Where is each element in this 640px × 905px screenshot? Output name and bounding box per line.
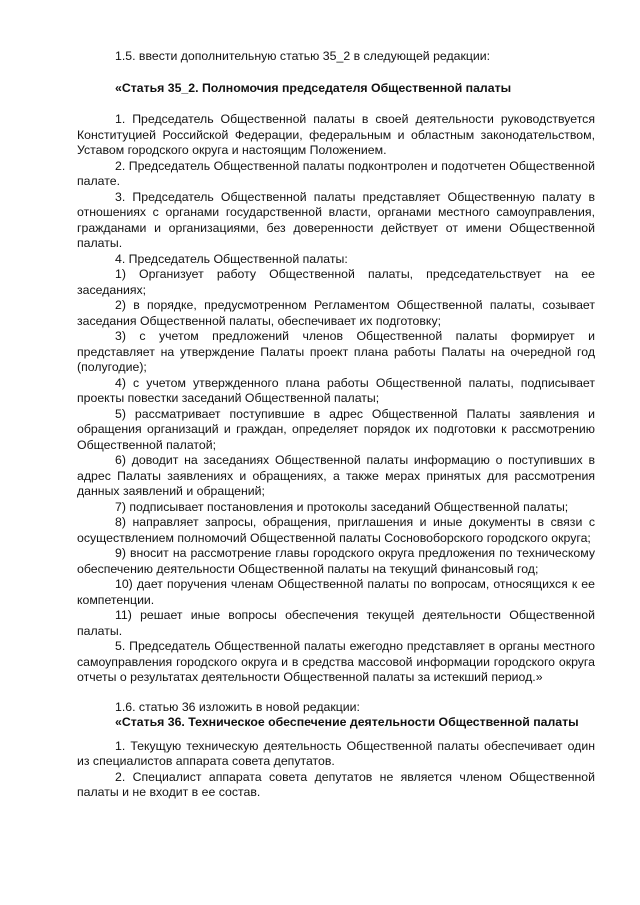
list-item: 2) в порядке, предусмотренном Регламентом Общественной палаты, созывает заседания Общественной палаты, обеспечивает их подготовку; [77,298,595,328]
art35-2-paragraph-3: 3. Председатель Общественной палаты представляет Общественную палату в отношениях с органами государственной власти, органами местного самоуправления, гражданами и организациями, без доверенности действует от имени Общественной палаты. [77,189,595,250]
document-page [77,49,595,801]
intro-1-5: 1.5. ввести дополнительную статью 35_2 в следующей редакции: [115,49,491,63]
list-item: 1) Организует работу Общественной палаты, председательствует на ее заседаниях; [77,267,595,297]
article-36-title: «Статья 36. Техническое обеспечение деятельности Общественной палаты [115,715,579,729]
list-item: 9) вносит на рассмотрение главы городского округа предложения по техническому обеспечению деятельности Общественной палаты на текущий финансовый год; [77,546,595,576]
art36-paragraph-1: 1. Текущую техническую деятельность Общественной палаты обеспечивает один из специалистов аппарата совета депутатов. [77,738,595,768]
art36-paragraph-2: 2. Специалист аппарата совета депутатов не является членом Общественной палаты и не входит в ее состав. [77,769,595,799]
list-item: 4) с учетом утвержденного плана работы Общественной палаты, подписывает проекты повестки заседаний Общественной палаты; [77,375,595,405]
list-item: 6) доводит на заседаниях Общественной палаты информацию о поступивших в адрес Палаты заявлениях и обращениях, а также мерах принятых для рассмотрения данных заявлений и обращений; [77,453,595,498]
article-35-2-title: «Статья 35_2. Полномочия председателя Общественной палаты [115,80,512,95]
list-item: 3) с учетом предложений членов Общественной палаты формирует и представляет на утверждение Палаты проект плана работы Палаты на очередной год (полугодие); [77,329,595,374]
art35-2-paragraph-5: 5. Председатель Общественной палаты ежегодно представляет в органы местного самоуправления городского округа и в средства массовой информации городского округа отчеты о результатах деятельности Общественной палаты за истекший период.» [77,639,595,684]
art35-2-paragraph-4: 4. Председатель Общественной палаты: [115,251,348,266]
list-item: 5) рассматривает поступившие в адрес Общественной Палаты заявления и обращения организаций и граждан, определяет порядок их подготовки к рассмотрению Общественной палатой; [77,406,595,452]
list-item: 11) решает иные вопросы обеспечения текущей деятельности Общественной палаты. [77,608,595,638]
art35-2-paragraph-1: 1. Председатель Общественной палаты в своей деятельности руководствуется Конституцией Российской Федерации, федеральным и областным законодательством, Уставом городского округа и настоящим Положением. [77,112,595,157]
art35-2-paragraph-2: 2. Председатель Общественной палаты подконтролен и подотчетен Общественной палате. [77,158,595,188]
intro-1-6: 1.6. статью 36 изложить в новой редакции: [115,699,360,714]
list-item: 8) направляет запросы, обращения, приглашения и иные документы в связи с осуществлением полномочий Общественной палаты Сосновоборского городского округа; [77,515,595,545]
list-item: 10) дает поручения членам Общественной палаты по вопросам, относящихся к ее компетенции. [77,577,595,607]
list-item: 7) подписывает постановления и протоколы заседаний Общественной палаты; [115,499,569,514]
